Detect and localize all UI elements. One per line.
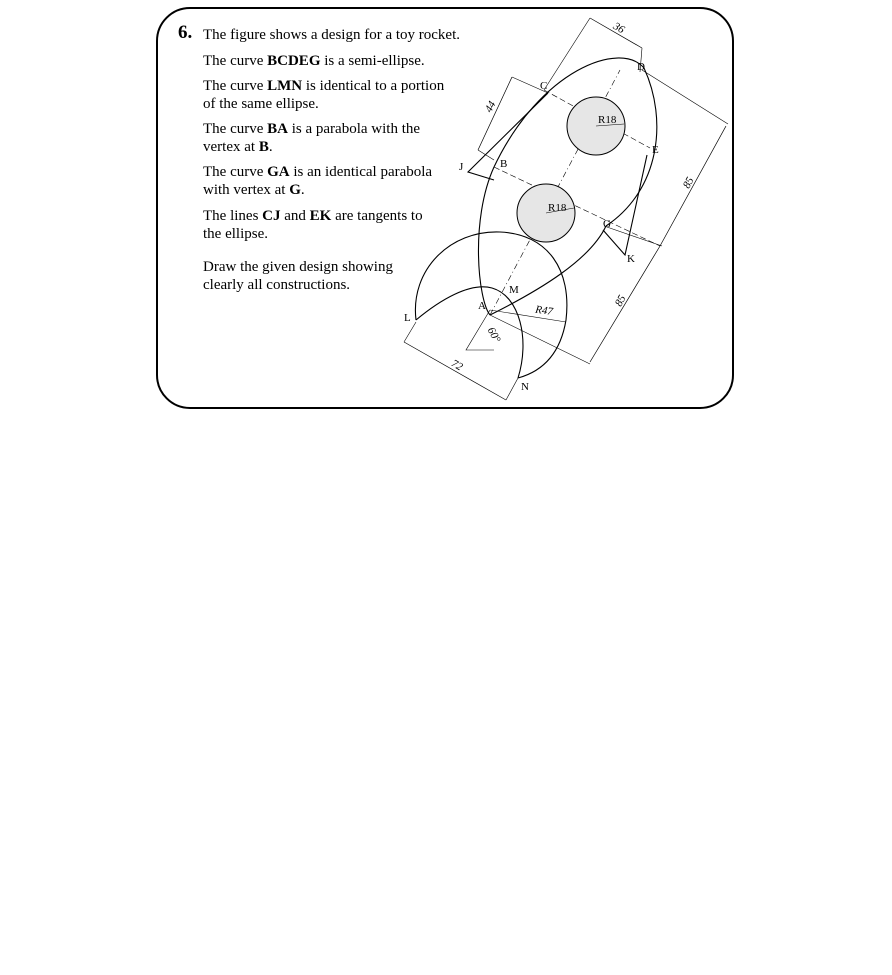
point-label-k: K [627,253,635,265]
dim-label-angle: 60° [484,325,503,345]
body-left-curve [478,167,494,315]
point-label-g: G [603,218,611,230]
dim-line-44 [478,77,512,150]
question-term: B [258,139,269,155]
question-text-run: The figure shows a design for a toy rocket. [203,27,461,43]
radius-r47-line [490,310,566,322]
question-text-run: with vertex at [203,182,290,198]
question-text-run: are tangents to [331,208,423,224]
question-term: GA [267,164,290,180]
dim-label-44: 44 [482,99,499,115]
tail-inner-arc [416,287,523,378]
point-label-a: A [478,300,486,312]
dim-label-85-upper: 85 [680,175,697,191]
dim-label-r47: R47 [534,303,554,319]
question-text-run: is identical to a portion [302,78,445,94]
question-text-run: The curve [203,164,268,180]
question-term: G [289,182,301,198]
question-text-run: The lines [203,208,263,224]
point-label-j: J [459,161,464,173]
dim-label-85-lower: 85 [612,293,629,309]
point-label-m: M [509,284,519,296]
point-label-b: B [500,158,508,170]
question-term: BCDEG [267,53,321,69]
point-label-n: N [521,381,529,393]
dim-label-r18-top: R18 [598,114,617,126]
fin-ek [603,155,647,255]
question-term: LMN [267,78,303,94]
question-text-run: and [280,208,310,224]
dim-label-36: 36 [611,20,627,37]
point-label-l: L [404,312,411,324]
question-text-run: the ellipse. [203,226,268,242]
question-number: 6. [178,22,193,43]
dim-label-72: 72 [449,357,465,374]
point-label-d: D [637,61,645,73]
question-text-run: . [268,139,273,155]
question-text-run: is a semi-ellipse. [320,53,425,69]
question-text-run: is an identical parabola [289,164,433,180]
dim-label-r18-bottom: R18 [548,202,567,214]
question-text-run: vertex at [203,139,259,155]
question-text-run: The curve [203,53,268,69]
question-text-run: is a parabola with the [287,121,421,137]
question-term: EK [309,208,332,224]
fin-cj [468,93,548,180]
question-term: BA [267,121,288,137]
point-label-c: C [540,80,548,92]
point-label-e: E [652,144,659,156]
question-text-run: . [300,182,305,198]
question-text-run: The curve [203,121,268,137]
question-text-run: clearly all constructions. [203,277,351,293]
question-term: CJ [262,208,281,224]
question-text-run: Draw the given design showing [203,259,393,275]
question-text-run: The curve [203,78,268,94]
question-text-run: of the same ellipse. [203,96,319,112]
